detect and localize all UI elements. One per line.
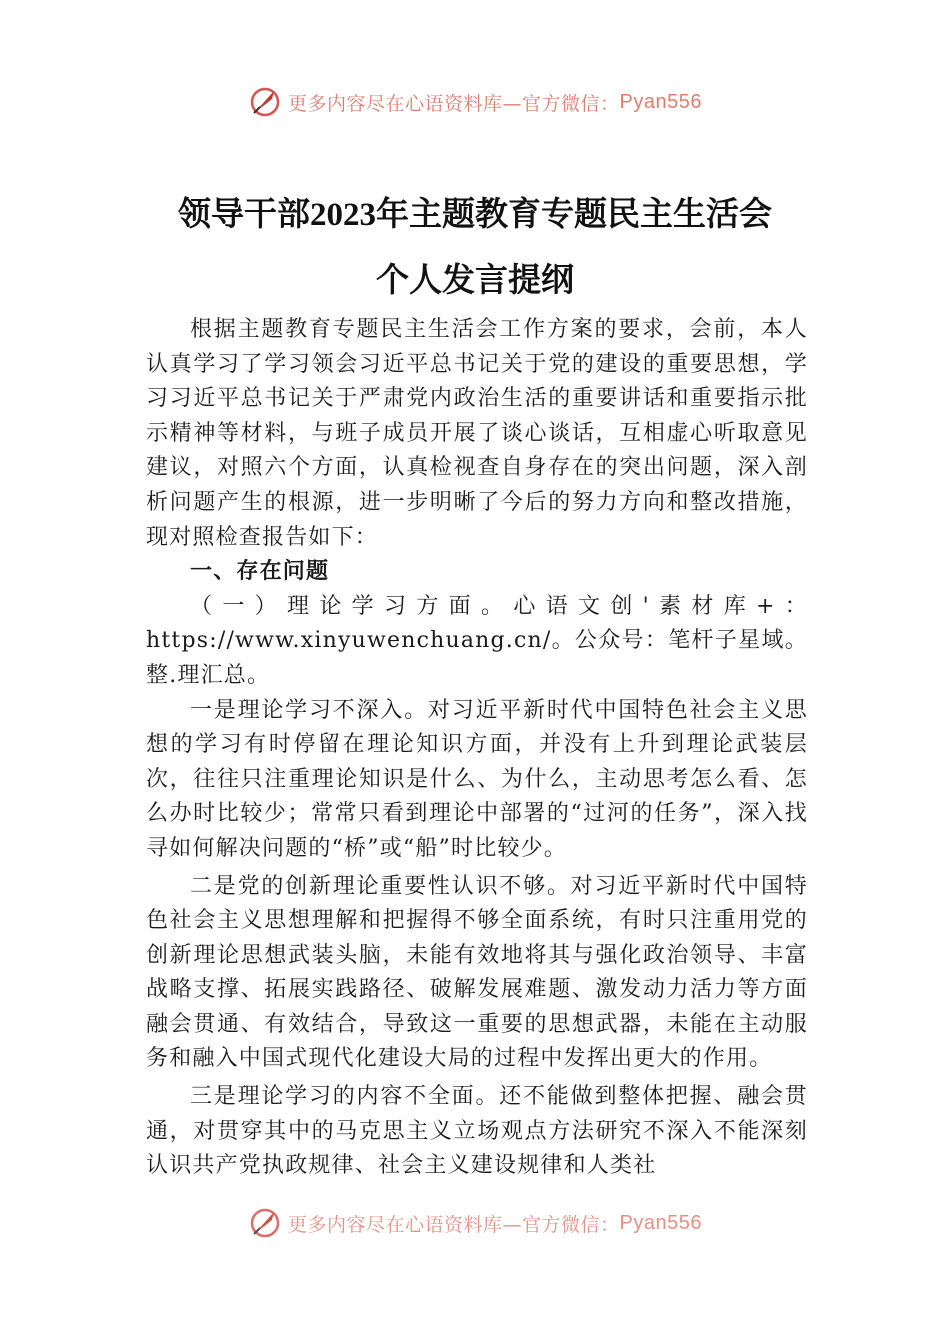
- document-title-line2: 个人发言提纲: [376, 263, 574, 299]
- quill-logo-icon: [248, 1206, 282, 1240]
- watermark-banner-bottom: [0, 1203, 950, 1243]
- watermark-banner-top: [0, 82, 950, 122]
- intro-paragraph: 根据主题教育专题民主生活会工作方案的要求，会前，本人认真学习了学习领会习近平总书记关于党的建设的重要思想，学习习近平总书记关于严肃党内政治生活的重要讲话和重要指示批示精神等材料，与班子成员开展了谈心谈话，互相虚心听取意见建议，对照六个方面，认真检视查自身存在的突出问题，深入剖析问题产生的根源，进一步明晰了今后的努力方向和整改措施，现对照检查报告如下：: [146, 317, 808, 550]
- item-paragraph-3: 三是理论学习的内容不全面。还不能做到整体把握、融会贯通，对贯穿其中的马克思主义立场观点方法研究不深入不能深刻认识共产党执政规律、社会主义建设规律和人类社: [146, 1084, 808, 1179]
- watermark-text: 更多内容尽在心语资料库—官方微信：: [288, 1213, 620, 1236]
- subsection-theory-study: （一）理论学习方面。心语文创'素材库+：https://www.xinyuwenchuang.cn/。公众号：笔杆子星域。整.理汇总。: [146, 593, 808, 688]
- item-paragraph-2: 二是党的创新理论重要性认识不够。对习近平新时代中国特色社会主义思想理解和把握得不够全面系统，有时只注重用党的创新理论思想武装头脑，未能有效地将其与强化政治领导、丰富战略支撑、拓展实践路径、破解发展难题、激发动力活力等方面融会贯通、有效结合，导致这一重要的思想武器，未能在主动服务和融入中国式现代化建设大局的过程中发挥出更大的作用。: [146, 873, 808, 1072]
- section-heading-problems: 一、存在问题: [190, 559, 330, 585]
- quill-logo-icon: [248, 85, 282, 119]
- document-title-line1: 领导干部2023年主题教育专题民主生活会: [178, 197, 772, 233]
- watermark-text: 更多内容尽在心语资料库—官方微信：: [288, 92, 620, 115]
- document-body: [146, 313, 808, 1184]
- watermark-wechat-id: Pyan556: [619, 1211, 702, 1234]
- watermark-wechat-id: Pyan556: [619, 90, 702, 113]
- item-paragraph-1: 一是理论学习不深入。对习近平新时代中国特色社会主义思想的学习有时停留在理论知识方面，并没有上升到理论武装层次，往往只注重理论知识是什么、为什么，主动思考怎么看、怎么办时比较少；常常只看到理论中部署的“过河的任务”，深入找寻如何解决问题的“桥”或“船”时比较少。: [146, 697, 808, 861]
